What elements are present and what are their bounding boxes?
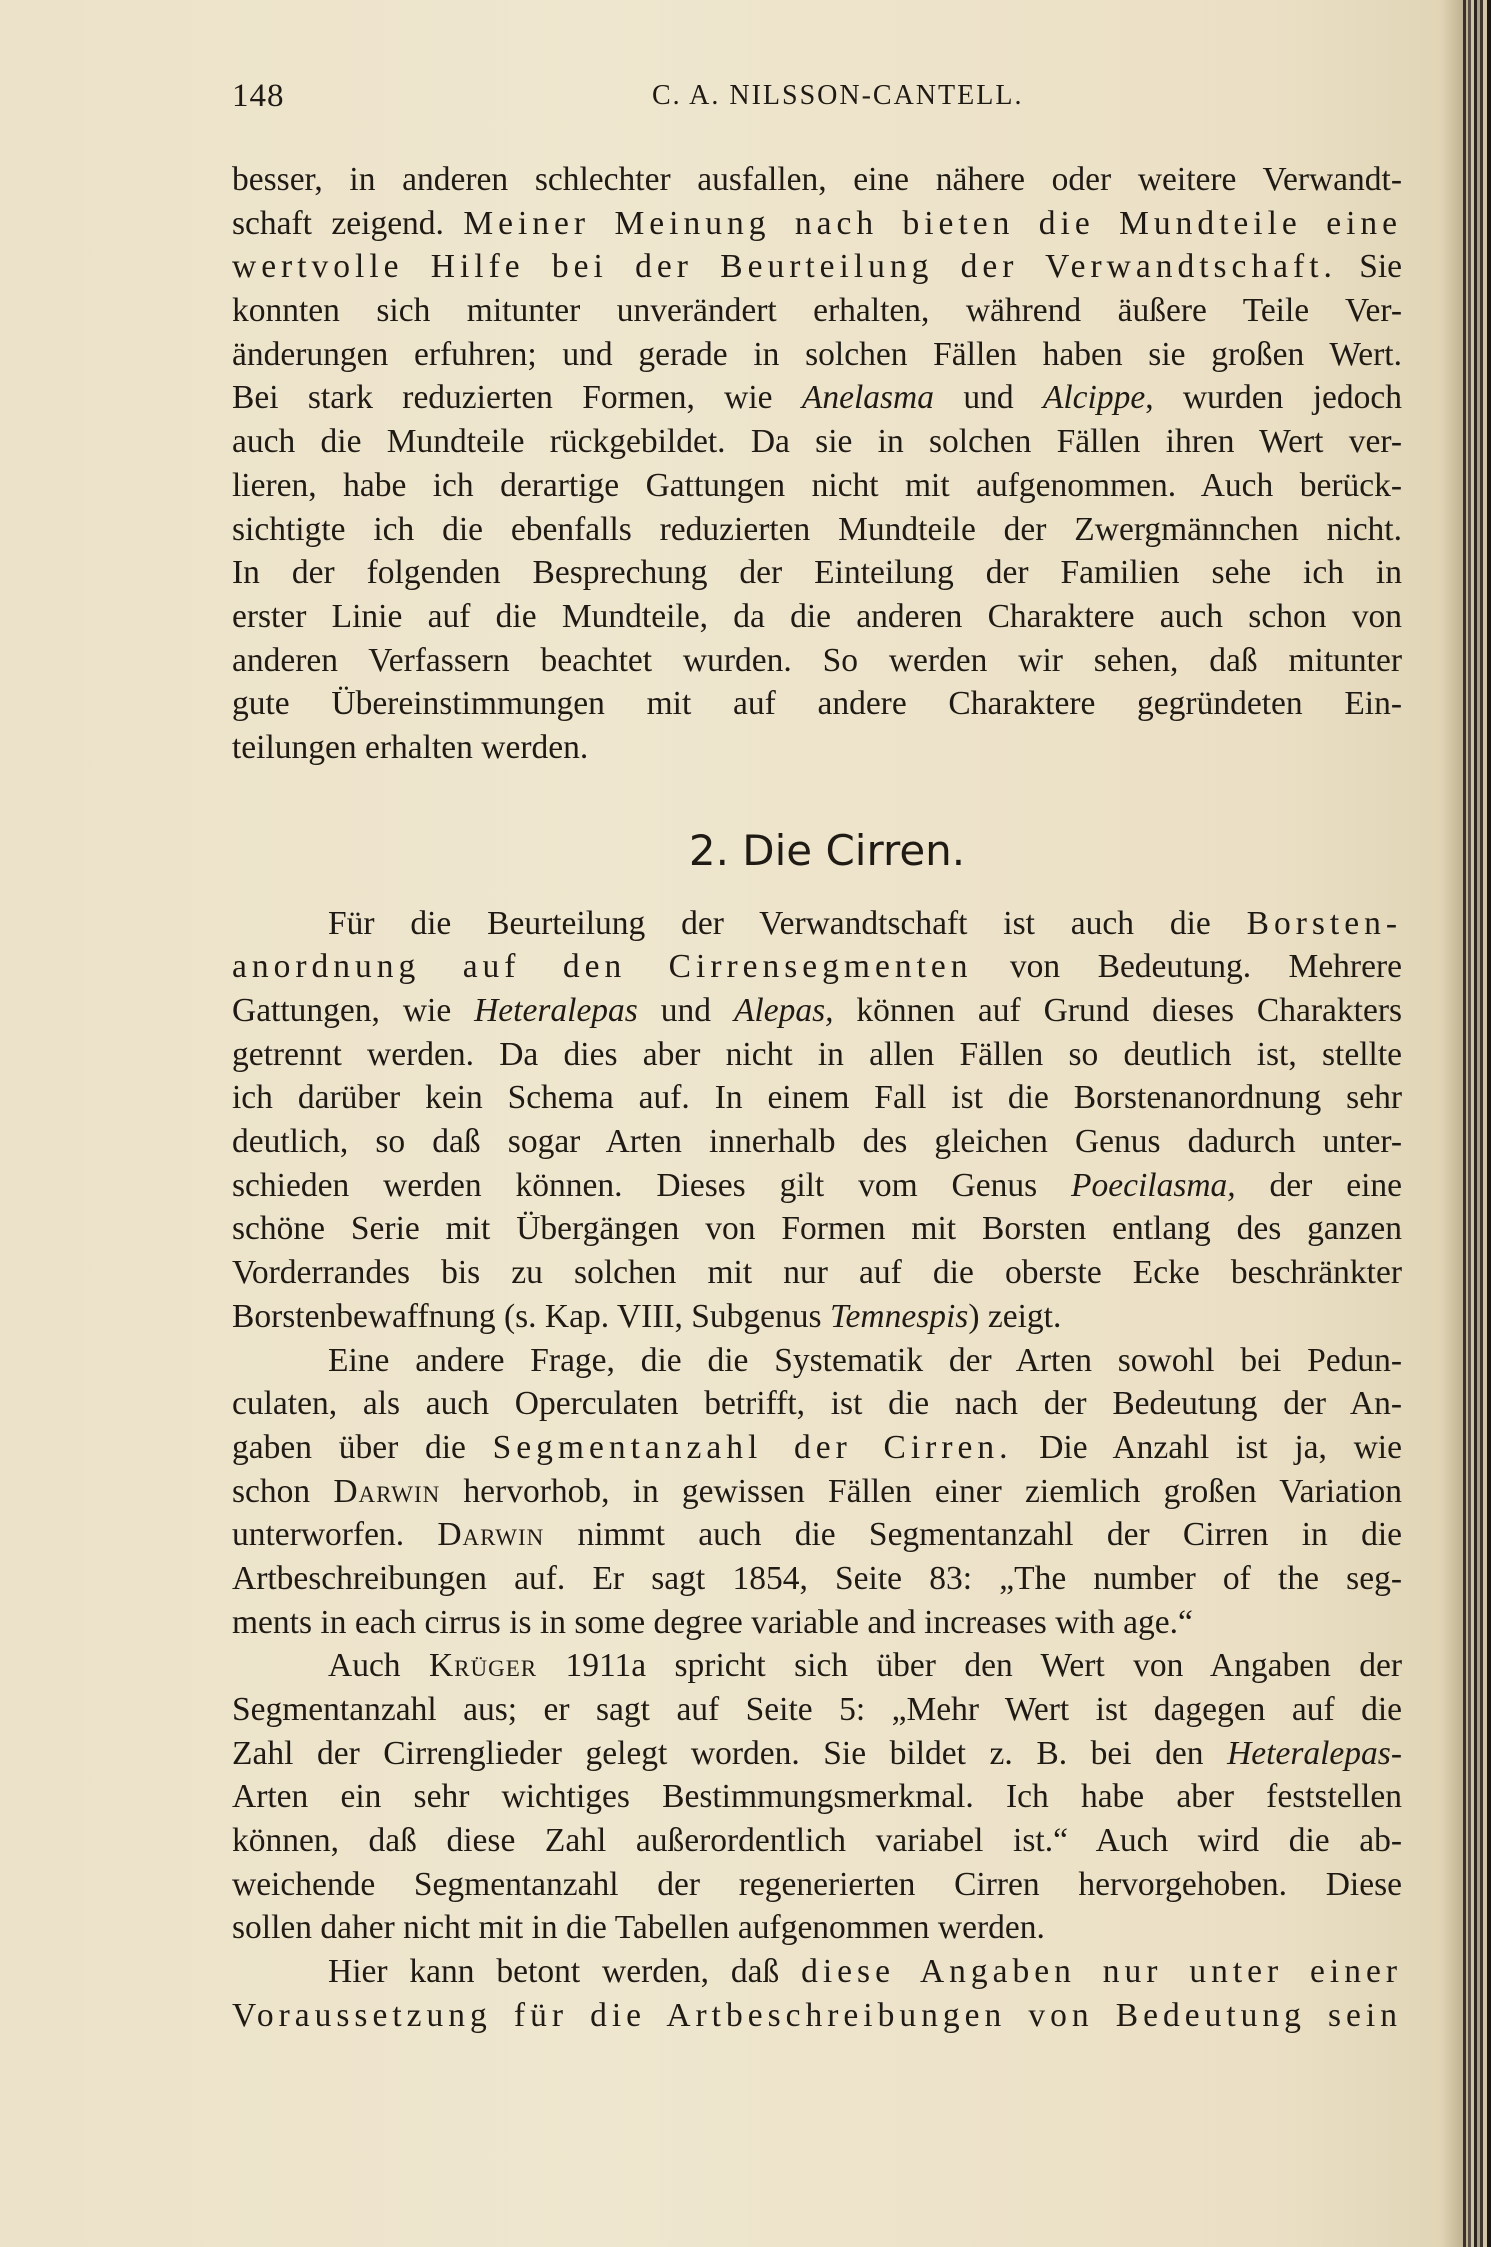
text-line: getrennt werden. Da dies aber nicht in allen Fällen so deutlich ist, stellte [232, 1035, 1402, 1073]
genus-name: Anelasma [801, 379, 934, 417]
genus-name: Temnespis [829, 1297, 969, 1335]
page-number: 148 [232, 78, 285, 114]
text-line: konnten sich mitunter unverändert erhalten, während äußere Teile Ver- [232, 292, 1402, 330]
text-line: erster Linie auf die Mundteile, da die anderen Charaktere auch schon von [232, 597, 1402, 635]
spaced-emphasis: Segmentanzahl der Cirren. [492, 1428, 1013, 1466]
text-line: Hier kann betont werden, daß diese Angaben nur unter einer [328, 1953, 1402, 1991]
text-line: Arten ein sehr wichtiges Bestimmungsmerkmal. Ich habe aber feststellen [232, 1778, 1402, 1816]
body-text [232, 158, 1402, 2038]
page-header [232, 78, 1402, 128]
text-line [232, 1994, 1402, 2038]
text-line: sollen daher nicht mit in die Tabellen aufgenommen werden. [232, 1909, 1045, 1947]
author-name: Darwin [333, 1472, 441, 1510]
text-line: Bei stark reduzierten Formen, wie Anelasma und Alcippe, wurden jedoch [232, 379, 1403, 417]
book-spine-edge [1463, 0, 1491, 2247]
text-line: ments in each cirrus is in some degree variable and increases with age.“ [232, 1603, 1193, 1641]
running-title: C. A. NILSSON-CANTELL. [652, 80, 1024, 111]
spaced-emphasis: Meiner Meinung nach bieten die Mundteile eine [463, 204, 1402, 242]
spaced-emphasis: wertvolle Hilfe bei der Beurteilung der Verwandtschaft. [232, 248, 1337, 286]
spaced-emphasis: diese Angaben nur unter einer [801, 1953, 1402, 1991]
text-line: Eine andere Frage, die die Systematik der Arten sowohl bei Pedun- [328, 1341, 1402, 1379]
text-line: können, daß diese Zahl außerordentlich variabel ist.“ Auch wird die ab- [232, 1822, 1402, 1860]
text-line: schieden werden können. Dieses gilt vom Genus Poecilasma, der eine [232, 1166, 1402, 1204]
text-line: gute Übereinstimmungen mit auf andere Charaktere gegründeten Ein- [232, 685, 1402, 723]
genus-name: Heteralepas- [1227, 1734, 1402, 1772]
text-line: Auch Krüger 1911a spricht sich über den Wert von Angaben der [328, 1647, 1402, 1685]
text-line: culaten, als auch Operculaten betrifft, ist die nach der Bedeutung der An- [232, 1385, 1402, 1423]
text-line: anderen Verfassern beachtet wurden. So werden wir sehen, daß mitunter [232, 641, 1402, 679]
text-line: Artbeschreibungen auf. Er sagt 1854, Seite 83: „The number of the seg- [232, 1559, 1402, 1597]
spaced-emphasis: anordnung auf den Cirrensegmenten [232, 948, 973, 986]
section-heading: 2. Die Cirren. [688, 825, 966, 875]
author-name: Darwin [437, 1516, 545, 1554]
text-line: In der folgenden Besprechung der Einteilung der Familien sehe ich in [232, 554, 1402, 592]
text-line: unterworfen. Darwin nimmt auch die Segmentanzahl der Cirren in die [232, 1516, 1402, 1554]
text-line: Borstenbewaffnung (s. Kap. VIII, Subgenus Temnespis) zeigt. [232, 1297, 1062, 1335]
genus-name: Heteralepas [474, 992, 638, 1029]
genus-name: Alcippe [1042, 379, 1146, 417]
text-line: Für die Beurteilung der Verwandtschaft ist auch die Borsten- [328, 904, 1402, 942]
genus-name: Alepas, [733, 992, 834, 1029]
text-line: Segmentanzahl aus; er sagt auf Seite 5: „Mehr Wert ist dagegen auf die [232, 1691, 1402, 1728]
text-line: Zahl der Cirrenglieder gelegt worden. Sie bildet z. B. bei den Heteralepas- [232, 1734, 1402, 1772]
text-line: anordnung auf den Cirrensegmenten von Bedeutung. Mehrere [232, 948, 1402, 986]
text-line: wertvolle Hilfe bei der Beurteilung der Verwandtschaft. Sie [232, 248, 1402, 286]
author-name: Krüger [428, 1647, 538, 1685]
text-line: änderungen erfuhren; und gerade in solchen Fällen haben sie großen Wert. [232, 335, 1402, 373]
text-line: schon Darwin hervorhob, in gewissen Fällen einer ziemlich großen Variation [232, 1472, 1402, 1510]
text-line: lieren, habe ich derartige Gattungen nicht mit aufgenommen. Auch berück- [232, 466, 1402, 504]
gutter-shadow [1441, 0, 1463, 2247]
text-line: auch die Mundteile rückgebildet. Da sie in solchen Fällen ihren Wert ver- [232, 423, 1402, 461]
text-line: schaft zeigend. Meiner Meinung nach bieten die Mundteile eine [232, 204, 1402, 242]
text-line: Gattungen, wie Heteralepas und Alepas, können auf Grund dieses Charakters [232, 992, 1403, 1029]
text-line: deutlich, so daß sogar Arten innerhalb des gleichen Genus dadurch unter- [232, 1123, 1402, 1161]
text-line: teilungen erhalten werden. [232, 728, 589, 766]
text-line: schöne Serie mit Übergängen von Formen mit Borsten entlang des ganzen [232, 1210, 1402, 1248]
spaced-emphasis: Borsten- [1246, 904, 1402, 942]
text-line: gaben über die Segmentanzahl der Cirren. Die Anzahl ist ja, wie [232, 1428, 1402, 1466]
text-line: weichende Segmentanzahl der regenerierten Cirren hervorgehoben. Diese [232, 1865, 1402, 1903]
text-line: ich darüber kein Schema auf. In einem Fall ist die Borstenanordnung sehr [232, 1079, 1402, 1117]
genus-name: Poecilasma, [1071, 1166, 1236, 1204]
text-line: sichtigte ich die ebenfalls reduzierten Mundteile der Zwergmännchen nicht. [232, 510, 1402, 548]
text-line: Vorderrandes bis zu solchen mit nur auf die oberste Ecke beschränkter [232, 1254, 1402, 1292]
spaced-emphasis: Voraussetzung für die Artbeschreibungen von Bedeutung sein [232, 1996, 1402, 2034]
text-line: besser, in anderen schlechter ausfallen, eine nähere oder weitere Verwandt- [232, 161, 1402, 198]
